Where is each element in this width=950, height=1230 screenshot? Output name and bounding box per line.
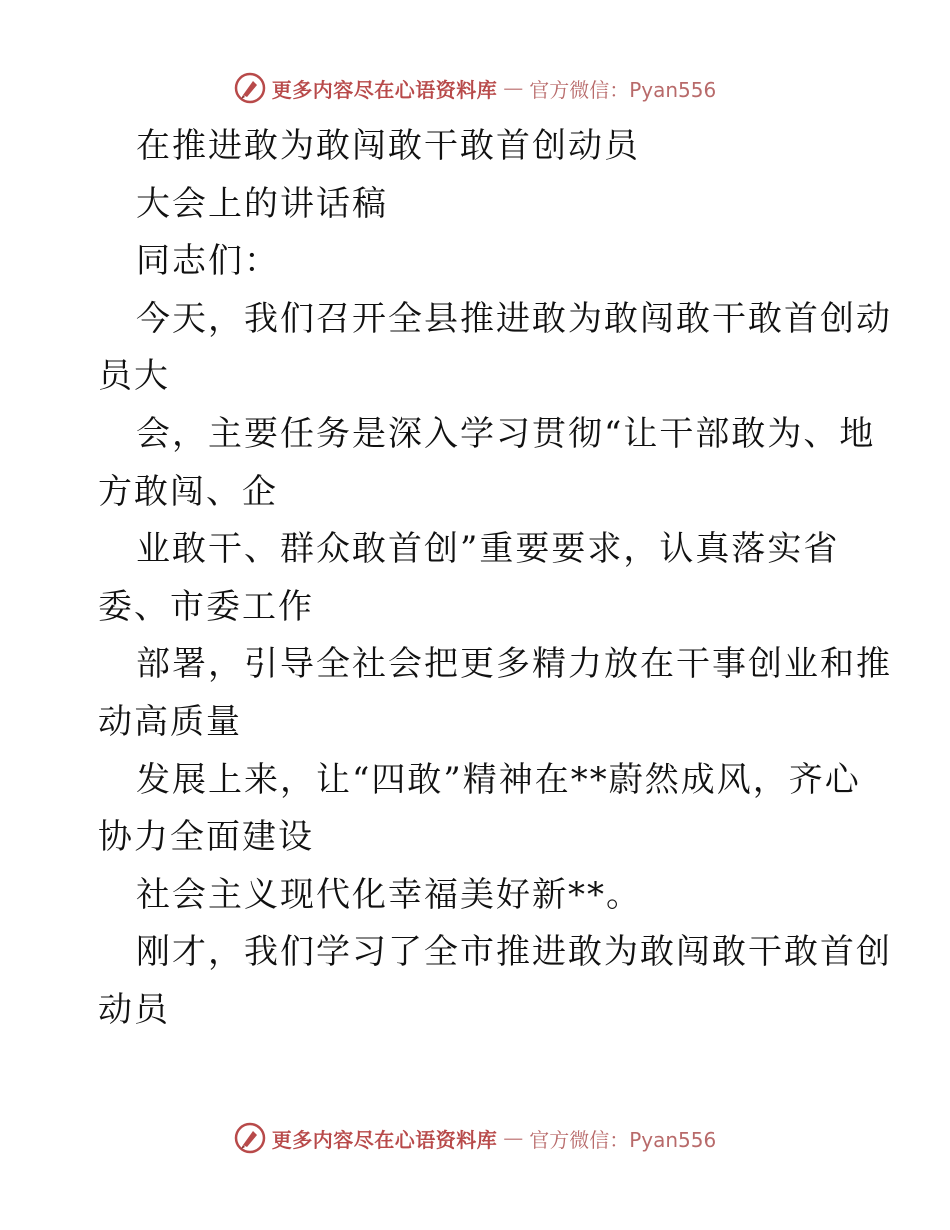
watermark-separator: —: [503, 1126, 524, 1150]
text-line: 部署，引导全社会把更多精力放在干事创业和推: [136, 644, 892, 685]
watermark-main-text: 更多内容尽在心语资料库: [271, 1127, 498, 1152]
text-line: 同志们：: [136, 241, 280, 282]
text-line: 刚才，我们学习了全市推进敢为敢闯敢干敢首创: [136, 932, 892, 973]
document-body: [98, 118, 892, 1040]
text-line: 业敢干、群众敢首创”重要要求，认真落实省: [136, 529, 840, 570]
pen-nib-logo-icon: [234, 72, 266, 104]
text-line: 动员: [98, 989, 170, 1030]
text-line: 委、市委工作: [98, 586, 314, 627]
text-line: 今天，我们召开全县推进敢为敢闯敢干敢首创动: [136, 298, 892, 339]
text-line: 在推进敢为敢闯敢干敢首创动员: [136, 126, 640, 166]
watermark-contact-text: 官方微信：Pyan556: [529, 1127, 717, 1152]
text-line: 员大: [98, 356, 170, 397]
text-line: 协力全面建设: [98, 817, 314, 858]
pen-nib-logo-icon: [234, 1122, 266, 1154]
text-line: 方敢闯、企: [98, 471, 278, 512]
text-line: 发展上来，让“四敢”精神在**蔚然成风，齐心: [136, 759, 861, 800]
text-line: 大会上的讲话稿: [136, 183, 388, 224]
watermark-main-text: 更多内容尽在心语资料库: [271, 77, 498, 102]
watermark-separator: —: [503, 76, 524, 100]
watermark-contact-text: 官方微信：Pyan556: [529, 77, 717, 102]
text-line: 会，主要任务是深入学习贯彻“让干部敢为、地: [136, 413, 876, 454]
text-line: 社会主义现代化幸福美好新**。: [136, 874, 642, 915]
header-watermark: [0, 72, 950, 104]
text-line: 动高质量: [98, 701, 242, 742]
footer-watermark: [0, 1122, 950, 1154]
